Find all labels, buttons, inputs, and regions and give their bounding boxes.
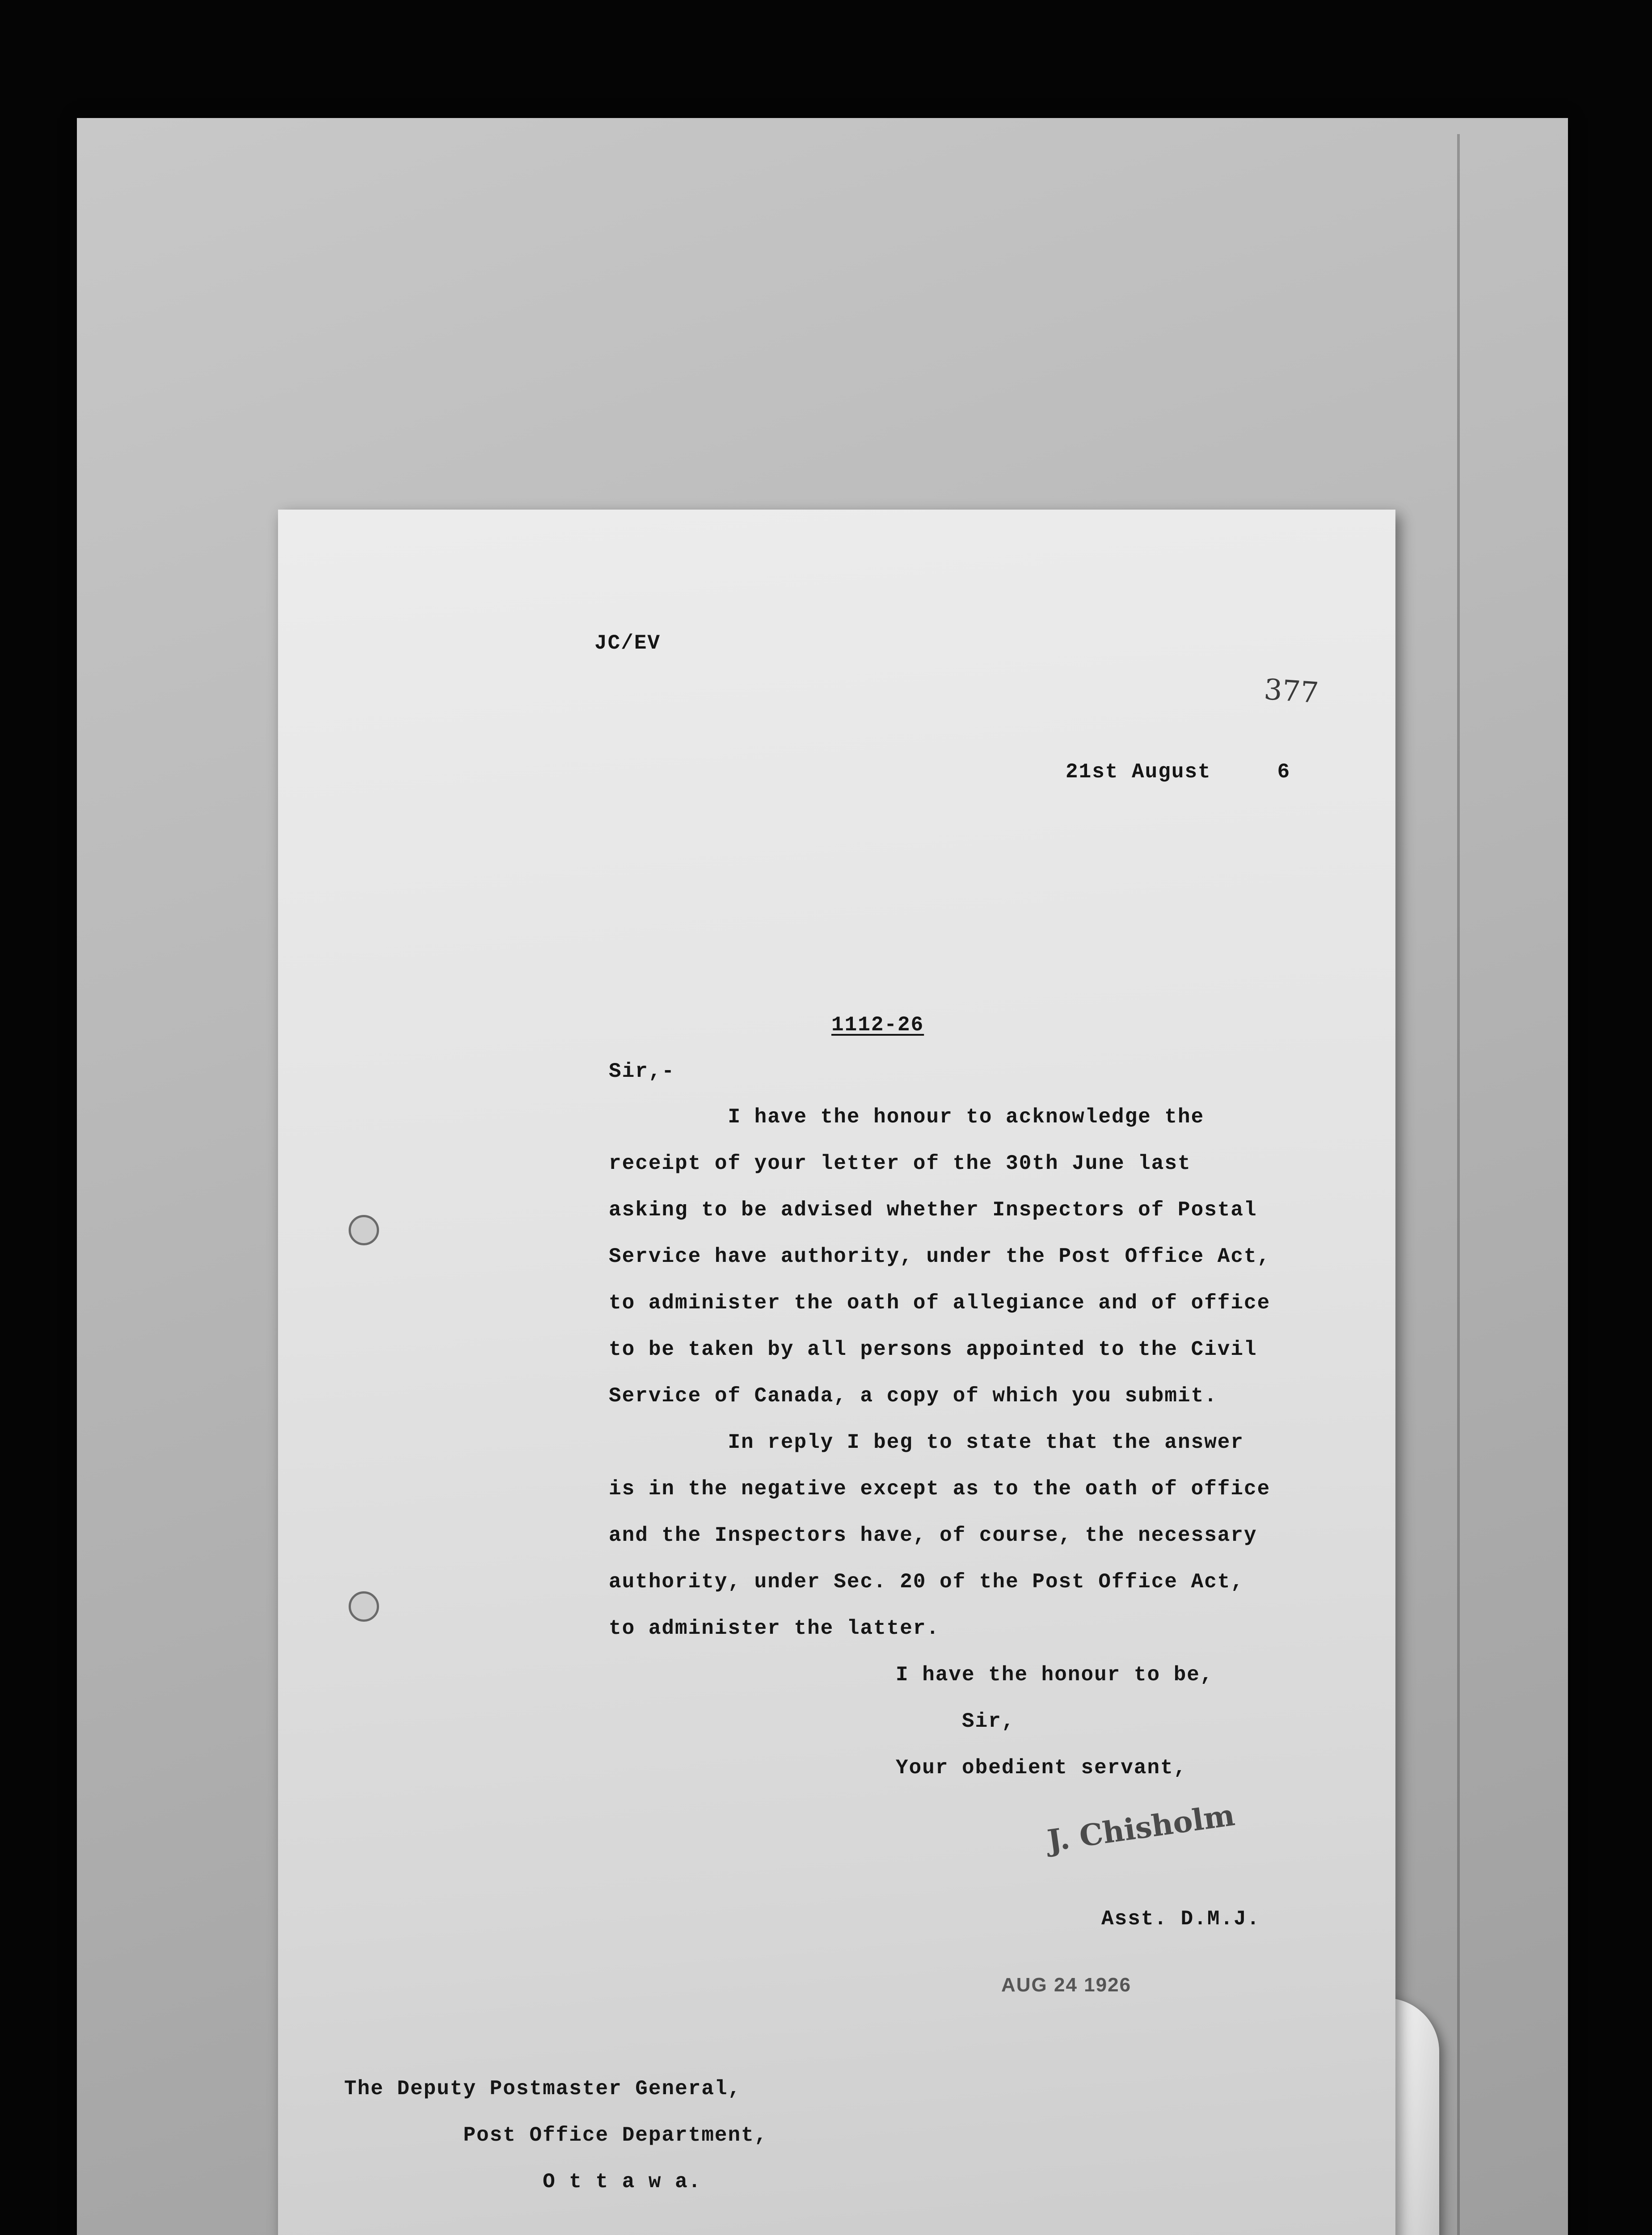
body-line: to administer the latter. xyxy=(609,1617,940,1640)
body-line: Service of Canada, a copy of which you submit. xyxy=(609,1384,1218,1408)
punch-hole-top xyxy=(349,1215,379,1245)
address-line: O t t a w a. xyxy=(344,2170,702,2193)
body-line: to be taken by all persons appointed to the Civil xyxy=(609,1338,1257,1361)
body-line: to administer the oath of allegiance and of office xyxy=(609,1291,1271,1315)
date-stamp: AUG 24 1926 xyxy=(1001,1974,1132,1996)
letter-page xyxy=(278,510,1395,2235)
body-line: Service have authority, under the Post Office Act, xyxy=(609,1245,1271,1268)
body-line: is in the negative except as to the oath of office xyxy=(609,1477,1271,1501)
body-line: In reply I beg to state that the answer xyxy=(609,1431,1244,1454)
salutation: Sir,- xyxy=(609,1060,675,1083)
closing-line: I have the honour to be, xyxy=(896,1663,1214,1687)
closing-line: Sir, xyxy=(896,1710,1015,1733)
closing-line: Your obedient servant, xyxy=(896,1756,1187,1780)
body-line: and the Inspectors have, of course, the necessary xyxy=(609,1524,1257,1547)
punch-hole-bottom xyxy=(349,1591,379,1622)
address-line: Post Office Department, xyxy=(344,2124,768,2147)
body-line: receipt of your letter of the 30th June last xyxy=(609,1152,1191,1175)
signer-title: Asst. D.M.J. xyxy=(1101,1907,1260,1931)
letter-date: 21st August 6 xyxy=(1066,760,1291,784)
body-line: I have the honour to acknowledge the xyxy=(609,1105,1205,1129)
folio-number: 377 xyxy=(1263,673,1320,710)
body-line: asking to be advised whether Inspectors of Postal xyxy=(609,1198,1257,1222)
reference-code: JC/EV xyxy=(594,632,661,655)
signature-stamp: J. Chisholm xyxy=(1045,1797,1237,1858)
body-line: authority, under Sec. 20 of the Post Office Act, xyxy=(609,1570,1244,1594)
address-line: The Deputy Postmaster General, xyxy=(344,2077,742,2100)
file-number: 1112-26 xyxy=(831,1013,924,1037)
fold-line xyxy=(1457,134,1460,2235)
